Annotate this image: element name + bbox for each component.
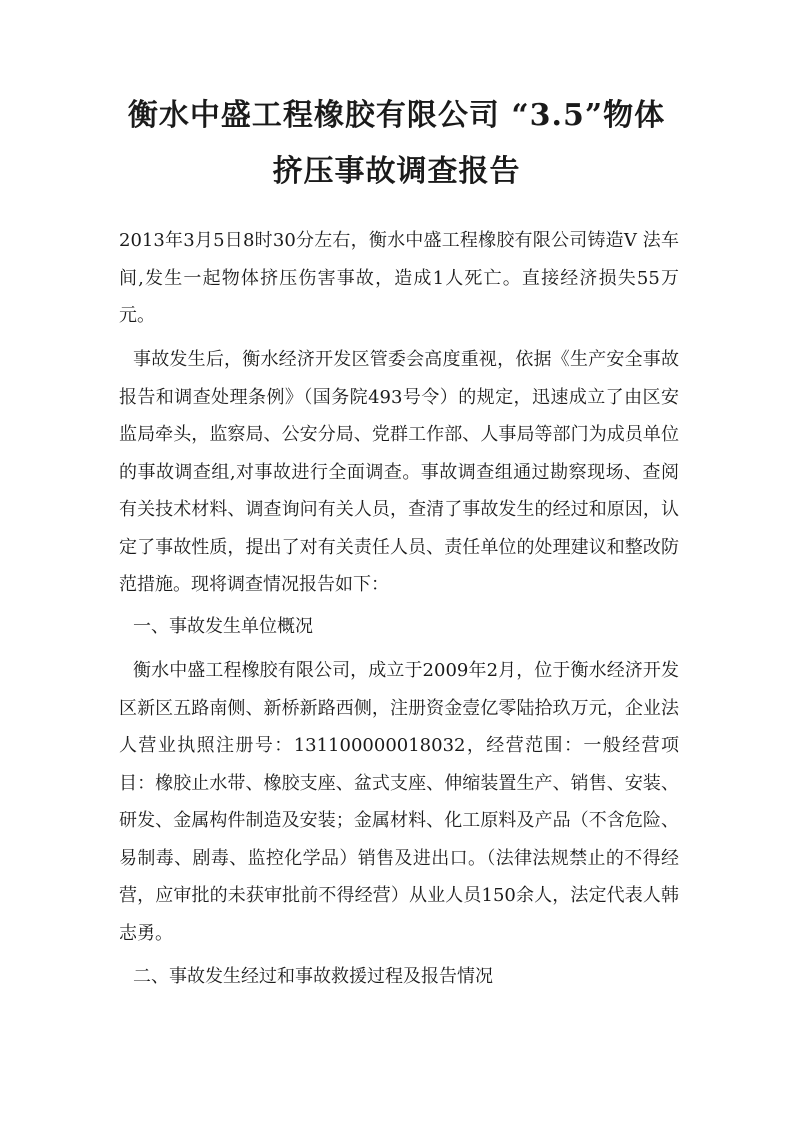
document-title-line-2: 挤压事故调查报告 (272, 154, 521, 189)
section-heading-1: 一、事故发生单位概况 (133, 616, 313, 637)
paragraph-accident-summary: 2013年3月5日8时30分左右，衡水中盛工程橡胶有限公司铸造V 法车间,发生一起物体挤压伤害事故，造成1人死亡。直接经济损失55万元。 (119, 230, 679, 326)
document-title-line-1: 衡水中盛工程橡胶有限公司 “3.5”物体 (127, 98, 666, 133)
paragraph-company-overview: 衡水中盛工程橡胶有限公司，成立于2009年2月，位于衡水经济开发区新区五路南侧、新桥新路西侧，注册资金壹亿零陆拾玖万元，企业法人营业执照注册号：131100000018032，经营范围：一般经营项目：橡胶止水带、橡胶支座、盆式支座、伸缩装置生产、销售、安装、研发、金属构件制造及安装；金属材料、化工原料及产品（不含危险、易制毒、剧毒、监控化学品）销售及进出口。（法律法规禁止的不得经营，应审批的未获审批前不得经营）从业人员150余人，法定代表人韩志勇。 (119, 660, 679, 944)
paragraph-investigation: 事故发生后，衡水经济开发区管委会高度重视，依据《生产安全事故报告和调查处理条例》（国务院493号令）的规定，迅速成立了由区安监局牵头，监察局、公安分局、党群工作部、人事局等部门为成员单位的事故调查组,对事故进行全面调查。事故调查组通过勘察现场、查阅有关技术材料、调查询问有关人员，查清了事故发生的经过和原因，认定了事故性质，提出了对有关责任人员、责任单位的处理建议和整改防范措施。现将调查情况报告如下： (119, 349, 679, 595)
section-heading-2: 二、事故发生经过和事故救援过程及报告情况 (133, 966, 493, 987)
